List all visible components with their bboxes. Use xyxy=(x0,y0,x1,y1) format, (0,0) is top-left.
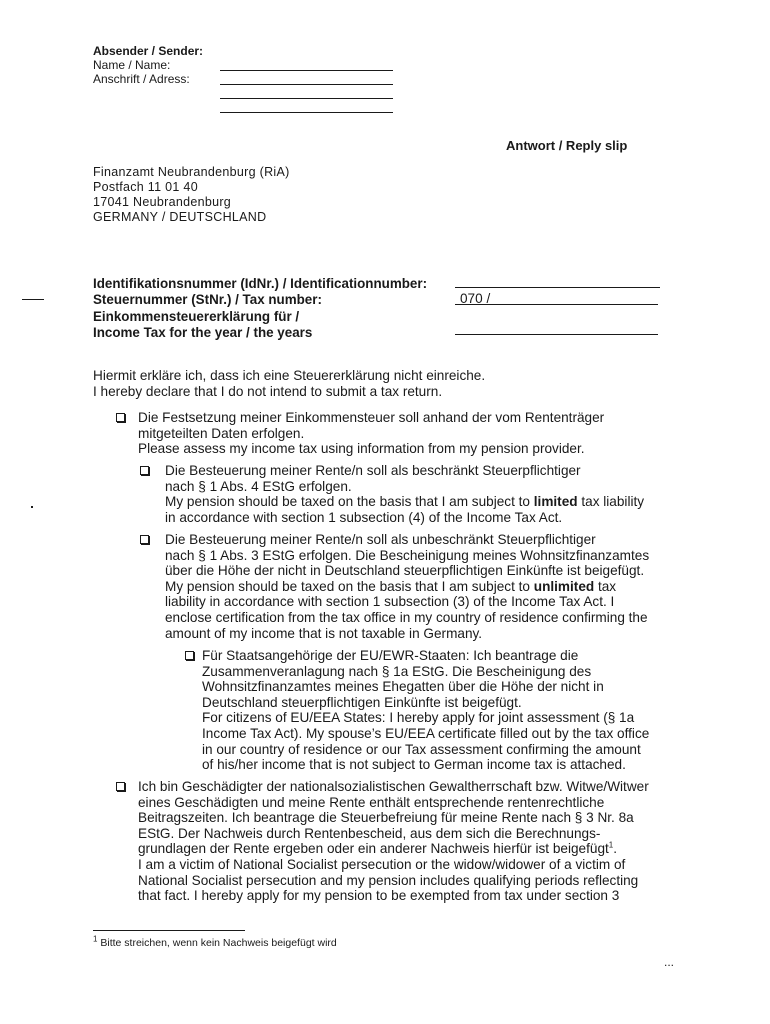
recipient-line: GERMANY / DEUTSCHLAND xyxy=(93,210,267,224)
text-line: I am a victim of National Socialist persecution or the widow/widower of a victim of xyxy=(138,856,626,872)
sender-address-field-3[interactable] xyxy=(220,112,393,113)
footnote-reference[interactable]: 1 xyxy=(608,840,614,850)
option-limited-liability-text xyxy=(165,463,644,525)
option-persecution-victim-text xyxy=(138,779,649,904)
recipient-line: Postfach 11 01 40 xyxy=(93,180,198,194)
idnr-label: Identifikationsnummer (IdNr.) / Identificationnumber: xyxy=(93,276,428,291)
text-line: National Socialist persecution and my pension includes qualifying periods reflecting xyxy=(138,872,639,888)
text-line: mitgeteilten Daten erfolgen. xyxy=(138,425,305,441)
income-year-label-1: Einkommensteuererklärung für / xyxy=(93,308,300,324)
text-line: über die Höhe der nicht in Deutschland steuerpflichtigen Einkünfte ist beigefügt. xyxy=(165,563,645,579)
option-limited-liability-checkbox[interactable] xyxy=(140,466,149,475)
declaration xyxy=(93,368,485,399)
text-line: Income Tax Act). My spouse’s EU/EEA certificate filled out by the tax office xyxy=(202,725,650,741)
income-year-field[interactable] xyxy=(455,334,658,335)
declaration-en: I hereby declare that I do not intend to submit a tax return. xyxy=(93,383,443,399)
text-line: Deutschland steuerpflichtigen Einkünfte ist beigefügt. xyxy=(202,694,522,710)
footnote-text: Bitte streichen, wenn kein Nachweis beigefügt wird xyxy=(97,937,337,949)
text-line: nach § 1 Abs. 3 EStG erfolgen. Die Bescheinigung meines Wohnsitzfinanzamtes xyxy=(165,547,650,563)
text-line xyxy=(138,841,649,857)
text-line: Für Staatsangehörige der EU/EWR-Staaten: Ich beantrage die xyxy=(202,648,579,663)
text-line: Ich bin Geschädigter der nationalsozialistischen Gewaltherrschaft bzw. Witwe/Witwer xyxy=(138,779,649,794)
text-line: Beitragszeiten. Ich beantrage die Steuerbefreiung für meine Rente nach § 3 Nr. 8a xyxy=(138,810,634,826)
income-year-label-2: Income Tax for the year / the years xyxy=(93,324,313,340)
sender-name-label: Name / Name: xyxy=(93,58,171,72)
text-line xyxy=(165,494,644,510)
text-part: tax liability xyxy=(577,494,645,510)
text-line: liability in accordance with section 1 subsection (3) of the Income Tax Act. I xyxy=(165,594,615,610)
option-pension-data-checkbox[interactable] xyxy=(116,413,125,422)
footnote-mark: 1 xyxy=(93,934,98,944)
text-line: that fact. I hereby apply for my pension to be exempted from tax under section 3 xyxy=(138,888,620,904)
option-unlimited-liability-text xyxy=(165,532,649,641)
emphasis-unlimited: unlimited xyxy=(533,578,595,594)
text-line: Die Festsetzung meiner Einkommensteuer soll anhand der vom Rententräger xyxy=(138,410,605,425)
recipient-line: 17041 Neubrandenburg xyxy=(93,195,232,209)
text-line: Die Besteuerung meiner Rente/n soll als beschränkt Steuerpflichtiger xyxy=(165,463,581,478)
text-line: Die Besteuerung meiner Rente/n soll als unbeschränkt Steuerpflichtiger xyxy=(165,532,596,547)
text-part: My pension should be taxed on the basis that I am subject to xyxy=(165,578,534,594)
text-line: EStG. Der Nachweis durch Rentenbescheid, aus dem sich die Berechnungs- xyxy=(138,825,601,841)
footnote-separator xyxy=(93,930,245,931)
continuation-marker: ... xyxy=(664,955,675,969)
stnr-label: Steuernummer (StNr.) / Tax number: xyxy=(93,292,322,308)
text-line: nach § 1 Abs. 4 EStG erfolgen. xyxy=(165,478,352,494)
option-joint-assessment-text xyxy=(202,648,649,773)
text-line: of his/her income that is not subject to German income tax is attached. xyxy=(202,757,626,773)
text-line: Zusammenveranlagung nach § 1a EStG. Die Bescheinigung des xyxy=(202,663,592,679)
reply-slip-title: Antwort / Reply slip xyxy=(506,138,628,153)
stnr-value: 070 / xyxy=(460,291,491,306)
text-line: Wohnsitzfinanzamtes meines Ehegatten über die Höhe der nicht in xyxy=(202,679,604,695)
text-part: tax xyxy=(594,578,617,594)
text-line: in our country of residence or our Tax assessment confirming the amount xyxy=(202,741,641,757)
text-part: My pension should be taxed on the basis that I am subject to xyxy=(165,494,534,510)
option-unlimited-liability-checkbox[interactable] xyxy=(140,535,149,544)
text-line: Please assess my income tax using information from my pension provider. xyxy=(138,441,585,457)
text-line xyxy=(165,579,649,595)
recipient-address xyxy=(93,165,290,225)
text-line: eines Geschädigten und meine Rente enthält entsprechende rentenrechtliche xyxy=(138,794,605,810)
idnr-field[interactable] xyxy=(455,287,660,288)
sender-address-field-1[interactable] xyxy=(220,84,393,85)
sender-address-field-2[interactable] xyxy=(220,98,393,99)
text-line: in accordance with section 1 subsection (4) of the Income Tax Act. xyxy=(165,509,563,525)
option-persecution-victim-checkbox[interactable] xyxy=(116,782,125,791)
declaration-de: Hiermit erkläre ich, dass ich eine Steuererklärung nicht einreiche. xyxy=(93,368,486,383)
sender-heading: Absender / Sender: xyxy=(93,44,204,58)
text-line: amount of my income that is not taxable in Germany. xyxy=(165,625,483,641)
recipient-line: Finanzamt Neubrandenburg (RiA) xyxy=(93,165,290,179)
text-line: For citizens of EU/EEA States: I hereby apply for joint assessment (§ 1a xyxy=(202,710,635,726)
sender-address-label: Anschrift / Adress: xyxy=(93,72,190,86)
footnote xyxy=(93,934,337,950)
punch-mark xyxy=(31,506,33,508)
stnr-field[interactable] xyxy=(455,304,658,305)
emphasis-limited: limited xyxy=(533,494,578,510)
text-part: grundlagen der Rente ergeben oder ein anderer Nachweis hierfür ist beigefügt xyxy=(138,841,609,857)
id-labels xyxy=(93,276,427,341)
option-joint-assessment-checkbox[interactable] xyxy=(185,651,194,660)
fold-mark xyxy=(22,299,44,300)
sender-name-field[interactable] xyxy=(220,70,393,71)
option-pension-data-text xyxy=(138,410,604,457)
text-line: enclose certification from the tax office in my country of residence confirming the xyxy=(165,609,648,625)
text-part: . xyxy=(613,841,618,857)
